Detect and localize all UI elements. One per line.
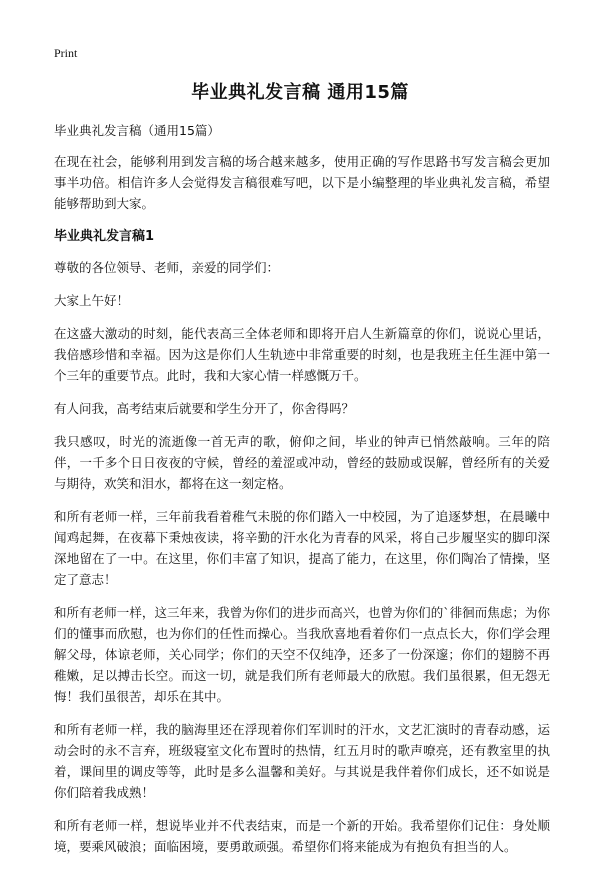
intro-paragraph: 在现在社会，能够利用到发言稿的场合越来越多，使用正确的写作思路书写发言稿会更加事半功倍。相信许多人会觉得发言稿很难写吧，以下是小编整理的毕业典礼发言稿，希望能够帮助到大家。 [54, 154, 550, 211]
paragraph: 和所有老师一样，三年前我看着稚气未脱的你们踏入一中校园，为了追逐梦想，在晨曦中闻鸡起舞，在夜幕下秉烛夜读，将辛勤的汗水化为青春的风采，将自己步履坚实的脚印深深地留在了一中。在这里，你们丰富了知识，提高了能力，在这里，你们陶冶了情操，坚定了意志！ [54, 509, 550, 587]
document-subtitle: 毕业典礼发言稿（通用15篇） [54, 123, 220, 138]
paragraph: 我只感叹，时光的流逝像一首无声的歌，俯仰之间，毕业的钟声已悄然敲响。三年的陪伴，一千多个日日夜夜的守候，曾经的羞涩或冲动，曾经的鼓励或误解，曾经所有的关爱与期待，欢笑和泪水，都将在这一刻定格。 [54, 434, 550, 491]
paragraph: 和所有老师一样，想说毕业并不代表结束，而是一个新的开始。我希望你们记住：身处顺境，要乘风破浪；面临困境，要勇敢顽强。希望你们将来能成为有抱负有担当的人。 [54, 818, 550, 854]
print-link[interactable]: Print [54, 46, 78, 60]
paragraph: 有人问我，高考结束后就要和学生分开了，你舍得吗？ [54, 401, 355, 416]
document-body [54, 120, 550, 869]
paragraph: 和所有老师一样，我的脑海里还在浮现着你们军训时的汗水，文艺汇演时的青春动感，运动会时的永不言弃，班级寝室文化布置时的热情，红五月时的歌声嘹亮，还有教室里的执着，课间里的调皮等等，此时是多么温馨和美好。与其说是我伴着你们成长，还不如说是你们陪着我成熟！ [54, 722, 550, 800]
section-heading: 毕业典礼发言稿1 [54, 229, 155, 244]
page-title: 毕业典礼发言稿 通用15篇 [191, 82, 409, 103]
paragraph: 在这盛大激动的时刻，能代表高三全体老师和即将开启人生新篇章的你们，说说心里话，我倍感珍惜和幸福。因为这是你们人生轨迹中非常重要的时刻，也是我班主任生涯中第一个三年的重要节点。此时，我和大家心情一样感慨万千。 [54, 326, 550, 383]
paragraph-greeting: 大家上午好！ [54, 293, 130, 308]
paragraph: 和所有老师一样，这三年来，我曾为你们的进步而高兴，也曾为你们的`徘徊而焦虑；为你们的懂事而欣慰，也为你们的任性而操心。当我欣喜地看着你们一点点长大，你们学会理解父母，体谅老师，关心同学；你们的天空不仅纯净，还多了一份深邃；你们的翅膀不再稚嫩，足以搏击长空。而这一切，就是我们所有老师最大的欣慰。我们虽很累，但无怨无悔！我们虽很苦，却乐在其中。 [54, 605, 550, 704]
paragraph-salutation: 尊敬的各位领导、老师，亲爱的同学们： [54, 260, 280, 275]
